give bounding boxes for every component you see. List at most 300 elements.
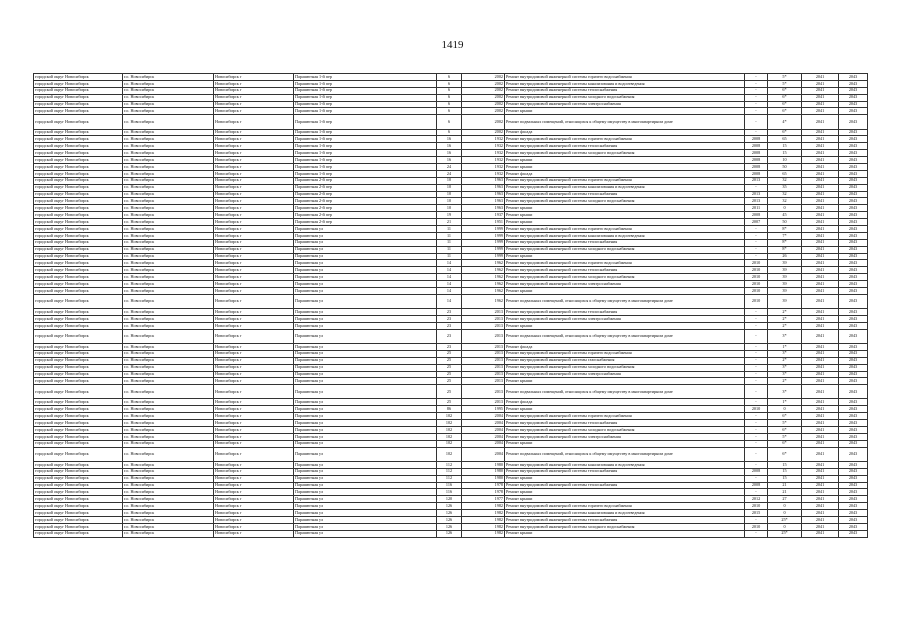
cell-wear: 6* bbox=[768, 129, 802, 136]
cell-street: Парашютная 2-й пер bbox=[294, 212, 437, 219]
cell-municipality: городской округ Новосибирск bbox=[34, 184, 123, 191]
cell-municipality: городской округ Новосибирск bbox=[34, 385, 123, 399]
cell-wear: 15 bbox=[768, 461, 802, 468]
cell-street: Парашютная 1-й пер bbox=[294, 170, 437, 177]
cell-city: Новосибирск г bbox=[214, 281, 294, 288]
table-row bbox=[34, 184, 868, 191]
cell-plan-from: 2041 bbox=[802, 274, 839, 281]
cell-city: Новосибирск г bbox=[214, 101, 294, 108]
cell-municipality: городской округ Новосибирск bbox=[34, 496, 123, 503]
cell-plan-from: 2041 bbox=[802, 239, 839, 246]
cell-settlement: г.о. Новосибирск bbox=[123, 510, 214, 517]
cell-wear: 5* bbox=[768, 420, 802, 427]
cell-plan-from: 2041 bbox=[802, 129, 839, 136]
cell-plan-from: 2041 bbox=[802, 433, 839, 440]
cell-street: Парашютная ул bbox=[294, 523, 437, 530]
cell-plan-to: 2043 bbox=[839, 399, 868, 406]
cell-settlement: г.о. Новосибирск bbox=[123, 170, 214, 177]
cell-wear: 0 bbox=[768, 523, 802, 530]
cell-settlement: г.о. Новосибирск bbox=[123, 433, 214, 440]
cell-year: 2013 bbox=[462, 329, 505, 343]
cell-last-year: 2012 bbox=[745, 496, 768, 503]
cell-year: 1978 bbox=[462, 482, 505, 489]
repair-schedule-table bbox=[33, 73, 868, 538]
table-row bbox=[34, 420, 868, 427]
cell-year: 2013 bbox=[462, 315, 505, 322]
cell-plan-from: 2041 bbox=[802, 74, 839, 81]
cell-year: 1932 bbox=[462, 170, 505, 177]
cell-city: Новосибирск г bbox=[214, 191, 294, 198]
cell-plan-to: 2043 bbox=[839, 239, 868, 246]
cell-work-type: Ремонт крыши bbox=[505, 219, 745, 226]
cell-wear: 6* bbox=[768, 447, 802, 461]
cell-house: 21 bbox=[437, 219, 462, 226]
cell-last-year: - bbox=[745, 87, 768, 94]
cell-last-year: - bbox=[745, 94, 768, 101]
cell-year: 1951 bbox=[462, 219, 505, 226]
cell-work-type: Ремонт внутридомовой инженерной системы электроснабжения bbox=[505, 101, 745, 108]
cell-plan-from: 2041 bbox=[802, 489, 839, 496]
cell-work-type: Ремонт подвальных помещений, относящихся к общему имуществу в многоквартирном доме bbox=[505, 294, 745, 308]
cell-street: Парашютная 2-й пер bbox=[294, 191, 437, 198]
cell-work-type: Ремонт внутридомовой инженерной системы горячего водоснабжения bbox=[505, 503, 745, 510]
cell-work-type: Ремонт крыши bbox=[505, 530, 745, 537]
cell-year: 1963 bbox=[462, 184, 505, 191]
cell-city: Новосибирск г bbox=[214, 205, 294, 212]
cell-street: Парашютная ул bbox=[294, 475, 437, 482]
cell-city: Новосибирск г bbox=[214, 239, 294, 246]
table-row bbox=[34, 80, 868, 87]
cell-street: Парашютная ул bbox=[294, 322, 437, 329]
cell-last-year: 2007 bbox=[745, 219, 768, 226]
cell-work-type: Ремонт внутридомовой инженерной системы теплоснабжения bbox=[505, 143, 745, 150]
cell-house: 6 bbox=[437, 80, 462, 87]
cell-year: 2013 bbox=[462, 399, 505, 406]
cell-settlement: г.о. Новосибирск bbox=[123, 260, 214, 267]
cell-house: 10 bbox=[437, 177, 462, 184]
cell-work-type: Ремонт крыши bbox=[505, 406, 745, 413]
cell-house: 25 bbox=[437, 371, 462, 378]
cell-last-year: - bbox=[745, 129, 768, 136]
cell-settlement: г.о. Новосибирск bbox=[123, 191, 214, 198]
cell-city: Новосибирск г bbox=[214, 260, 294, 267]
cell-work-type: Ремонт крыши bbox=[505, 157, 745, 164]
cell-street: Парашютная ул bbox=[294, 357, 437, 364]
cell-year: 1999 bbox=[462, 239, 505, 246]
cell-year: 2004 bbox=[462, 440, 505, 447]
cell-municipality: городской округ Новосибирск bbox=[34, 475, 123, 482]
cell-street: Парашютная ул bbox=[294, 406, 437, 413]
cell-last-year: 2010 bbox=[745, 406, 768, 413]
cell-city: Новосибирск г bbox=[214, 413, 294, 420]
cell-year: 1977 bbox=[462, 496, 505, 503]
cell-year: 2002 bbox=[462, 94, 505, 101]
cell-city: Новосибирск г bbox=[214, 482, 294, 489]
cell-municipality: городской округ Новосибирск bbox=[34, 420, 123, 427]
cell-settlement: г.о. Новосибирск bbox=[123, 226, 214, 233]
cell-year: 2013 bbox=[462, 378, 505, 385]
cell-plan-to: 2043 bbox=[839, 371, 868, 378]
cell-work-type: Ремонт внутридомовой инженерной системы теплоснабжения bbox=[505, 309, 745, 316]
cell-plan-from: 2041 bbox=[802, 329, 839, 343]
cell-last-year: - bbox=[745, 517, 768, 524]
cell-year: 2013 bbox=[462, 350, 505, 357]
cell-work-type: Ремонт внутридомовой инженерной системы теплоснабжения bbox=[505, 482, 745, 489]
cell-work-type: Ремонт подвальных помещений, относящихся к общему имуществу в многоквартирном доме bbox=[505, 385, 745, 399]
cell-street: Парашютная ул bbox=[294, 315, 437, 322]
cell-wear: 27 bbox=[768, 496, 802, 503]
cell-municipality: городской округ Новосибирск bbox=[34, 246, 123, 253]
cell-plan-from: 2041 bbox=[802, 143, 839, 150]
cell-last-year: - bbox=[745, 101, 768, 108]
cell-plan-from: 2041 bbox=[802, 101, 839, 108]
cell-settlement: г.о. Новосибирск bbox=[123, 496, 214, 503]
table-row bbox=[34, 267, 868, 274]
cell-city: Новосибирск г bbox=[214, 350, 294, 357]
table-row bbox=[34, 212, 868, 219]
cell-wear: 0 bbox=[768, 406, 802, 413]
cell-year: 1999 bbox=[462, 232, 505, 239]
cell-street: Парашютная ул bbox=[294, 413, 437, 420]
cell-house: 11 bbox=[437, 232, 462, 239]
cell-street: Парашютная ул bbox=[294, 364, 437, 371]
cell-year: 1932 bbox=[462, 150, 505, 157]
table-row bbox=[34, 378, 868, 385]
cell-last-year: 2011 bbox=[745, 205, 768, 212]
cell-municipality: городской округ Новосибирск bbox=[34, 157, 123, 164]
table-row bbox=[34, 413, 868, 420]
cell-last-year: 2013 bbox=[745, 177, 768, 184]
cell-house: 16 bbox=[437, 150, 462, 157]
cell-last-year: 2010 bbox=[745, 523, 768, 530]
cell-municipality: городской округ Новосибирск bbox=[34, 74, 123, 81]
cell-house: 112 bbox=[437, 468, 462, 475]
cell-plan-from: 2041 bbox=[802, 108, 839, 115]
table-row bbox=[34, 427, 868, 434]
cell-city: Новосибирск г bbox=[214, 288, 294, 295]
cell-settlement: г.о. Новосибирск bbox=[123, 288, 214, 295]
cell-year: 1932 bbox=[462, 143, 505, 150]
table-row bbox=[34, 322, 868, 329]
cell-plan-from: 2041 bbox=[802, 294, 839, 308]
cell-work-type: Ремонт крыши bbox=[505, 496, 745, 503]
cell-municipality: городской округ Новосибирск bbox=[34, 294, 123, 308]
cell-plan-from: 2041 bbox=[802, 510, 839, 517]
cell-house: 102 bbox=[437, 433, 462, 440]
cell-settlement: г.о. Новосибирск bbox=[123, 523, 214, 530]
table-row bbox=[34, 399, 868, 406]
table-body bbox=[34, 74, 868, 538]
cell-municipality: городской округ Новосибирск bbox=[34, 226, 123, 233]
cell-settlement: г.о. Новосибирск bbox=[123, 205, 214, 212]
cell-last-year: - bbox=[745, 440, 768, 447]
cell-settlement: г.о. Новосибирск bbox=[123, 219, 214, 226]
cell-city: Новосибирск г bbox=[214, 267, 294, 274]
cell-municipality: городской округ Новосибирск bbox=[34, 143, 123, 150]
cell-house: 25 bbox=[437, 357, 462, 364]
cell-plan-to: 2043 bbox=[839, 184, 868, 191]
cell-last-year: 2008 bbox=[745, 212, 768, 219]
cell-year: 2013 bbox=[462, 309, 505, 316]
cell-plan-from: 2041 bbox=[802, 371, 839, 378]
cell-last-year: 2010 bbox=[745, 267, 768, 274]
cell-wear: 26 bbox=[768, 253, 802, 260]
cell-plan-to: 2043 bbox=[839, 427, 868, 434]
cell-municipality: городской округ Новосибирск bbox=[34, 399, 123, 406]
table-row bbox=[34, 350, 868, 357]
cell-work-type: Ремонт крыши bbox=[505, 108, 745, 115]
cell-year: 2002 bbox=[462, 87, 505, 94]
cell-street: Парашютная ул bbox=[294, 468, 437, 475]
cell-street: Парашютная 1-й пер bbox=[294, 129, 437, 136]
cell-plan-to: 2043 bbox=[839, 364, 868, 371]
cell-street: Парашютная ул bbox=[294, 385, 437, 399]
cell-plan-to: 2043 bbox=[839, 115, 868, 129]
cell-municipality: городской округ Новосибирск bbox=[34, 343, 123, 350]
table-row bbox=[34, 136, 868, 143]
cell-municipality: городской округ Новосибирск bbox=[34, 510, 123, 517]
cell-settlement: г.о. Новосибирск bbox=[123, 482, 214, 489]
cell-plan-to: 2043 bbox=[839, 468, 868, 475]
table-row bbox=[34, 191, 868, 198]
cell-street: Парашютная ул bbox=[294, 447, 437, 461]
cell-house: 25 bbox=[437, 399, 462, 406]
cell-city: Новосибирск г bbox=[214, 468, 294, 475]
cell-wear: 15 bbox=[768, 475, 802, 482]
cell-city: Новосибирск г bbox=[214, 157, 294, 164]
table-row bbox=[34, 475, 868, 482]
table-row bbox=[34, 226, 868, 233]
cell-plan-from: 2041 bbox=[802, 482, 839, 489]
cell-street: Парашютная ул bbox=[294, 260, 437, 267]
cell-work-type: Ремонт внутридомовой инженерной системы теплоснабжения bbox=[505, 420, 745, 427]
cell-year: 1999 bbox=[462, 253, 505, 260]
table-row bbox=[34, 357, 868, 364]
cell-city: Новосибирск г bbox=[214, 440, 294, 447]
cell-year: 1982 bbox=[462, 523, 505, 530]
cell-settlement: г.о. Новосибирск bbox=[123, 315, 214, 322]
cell-settlement: г.о. Новосибирск bbox=[123, 489, 214, 496]
cell-street: Парашютная 1-й пер bbox=[294, 163, 437, 170]
cell-city: Новосибирск г bbox=[214, 461, 294, 468]
cell-street: Парашютная ул bbox=[294, 420, 437, 427]
cell-wear: 21 bbox=[768, 489, 802, 496]
cell-street: Парашютная 2-й пер bbox=[294, 177, 437, 184]
cell-work-type: Ремонт внутридомовой инженерной системы электроснабжения bbox=[505, 281, 745, 288]
cell-municipality: городской округ Новосибирск bbox=[34, 136, 123, 143]
cell-year: 1999 bbox=[462, 246, 505, 253]
cell-year: 1982 bbox=[462, 503, 505, 510]
table-row bbox=[34, 503, 868, 510]
cell-plan-from: 2041 bbox=[802, 177, 839, 184]
cell-street: Парашютная ул bbox=[294, 281, 437, 288]
cell-settlement: г.о. Новосибирск bbox=[123, 385, 214, 399]
cell-work-type: Ремонт внутридомовой инженерной системы канализования и водоотведения bbox=[505, 510, 745, 517]
cell-work-type: Ремонт внутридомовой инженерной системы горячего водоснабжения bbox=[505, 226, 745, 233]
cell-plan-from: 2041 bbox=[802, 212, 839, 219]
cell-house: 126 bbox=[437, 530, 462, 537]
cell-wear: 32 bbox=[768, 191, 802, 198]
cell-wear: 45 bbox=[768, 212, 802, 219]
cell-settlement: г.о. Новосибирск bbox=[123, 87, 214, 94]
cell-last-year: 2010 bbox=[745, 288, 768, 295]
cell-municipality: городской округ Новосибирск bbox=[34, 80, 123, 87]
cell-municipality: городской округ Новосибирск bbox=[34, 253, 123, 260]
cell-work-type: Ремонт крыши bbox=[505, 489, 745, 496]
cell-settlement: г.о. Новосибирск bbox=[123, 163, 214, 170]
table-row bbox=[34, 246, 868, 253]
cell-house: 14 bbox=[437, 267, 462, 274]
cell-year: 1980 bbox=[462, 475, 505, 482]
cell-house: 112 bbox=[437, 475, 462, 482]
cell-wear: 0 bbox=[768, 205, 802, 212]
cell-year: 1980 bbox=[462, 461, 505, 468]
cell-year: 2004 bbox=[462, 433, 505, 440]
table-row bbox=[34, 143, 868, 150]
cell-city: Новосибирск г bbox=[214, 184, 294, 191]
cell-year: 2013 bbox=[462, 371, 505, 378]
cell-plan-from: 2041 bbox=[802, 170, 839, 177]
cell-street: Парашютная ул bbox=[294, 496, 437, 503]
cell-city: Новосибирск г bbox=[214, 309, 294, 316]
table-row bbox=[34, 281, 868, 288]
cell-municipality: городской округ Новосибирск bbox=[34, 468, 123, 475]
cell-wear: 32 bbox=[768, 198, 802, 205]
cell-settlement: г.о. Новосибирск bbox=[123, 447, 214, 461]
cell-wear: 3* bbox=[768, 371, 802, 378]
cell-last-year: - bbox=[745, 226, 768, 233]
cell-municipality: городской округ Новосибирск bbox=[34, 170, 123, 177]
cell-plan-to: 2043 bbox=[839, 378, 868, 385]
cell-plan-to: 2043 bbox=[839, 420, 868, 427]
cell-municipality: городской округ Новосибирск bbox=[34, 205, 123, 212]
cell-settlement: г.о. Новосибирск bbox=[123, 420, 214, 427]
table-row bbox=[34, 489, 868, 496]
cell-last-year: 2008 bbox=[745, 143, 768, 150]
table-row bbox=[34, 150, 868, 157]
cell-settlement: г.о. Новосибирск bbox=[123, 198, 214, 205]
cell-city: Новосибирск г bbox=[214, 74, 294, 81]
cell-year: 1962 bbox=[462, 281, 505, 288]
cell-wear: 15 bbox=[768, 150, 802, 157]
table-row bbox=[34, 343, 868, 350]
cell-plan-from: 2041 bbox=[802, 517, 839, 524]
cell-wear: 39 bbox=[768, 267, 802, 274]
cell-wear: 4* bbox=[768, 115, 802, 129]
cell-city: Новосибирск г bbox=[214, 315, 294, 322]
cell-year: 1963 bbox=[462, 191, 505, 198]
cell-city: Новосибирск г bbox=[214, 253, 294, 260]
cell-work-type: Ремонт внутридомовой инженерной системы горячего водоснабжения bbox=[505, 413, 745, 420]
cell-plan-to: 2043 bbox=[839, 315, 868, 322]
cell-city: Новосибирск г bbox=[214, 329, 294, 343]
cell-last-year: - bbox=[745, 489, 768, 496]
cell-work-type: Ремонт подвальных помещений, относящихся к общему имуществу в многоквартирном доме bbox=[505, 447, 745, 461]
cell-settlement: г.о. Новосибирск bbox=[123, 274, 214, 281]
cell-settlement: г.о. Новосибирск bbox=[123, 357, 214, 364]
cell-wear: 3* bbox=[768, 385, 802, 399]
table-row bbox=[34, 108, 868, 115]
cell-city: Новосибирск г bbox=[214, 343, 294, 350]
cell-plan-from: 2041 bbox=[802, 322, 839, 329]
cell-street: Парашютная ул bbox=[294, 246, 437, 253]
table-row bbox=[34, 239, 868, 246]
cell-plan-from: 2041 bbox=[802, 253, 839, 260]
cell-year: 1978 bbox=[462, 489, 505, 496]
cell-wear: 39 bbox=[768, 274, 802, 281]
cell-municipality: городской округ Новосибирск bbox=[34, 288, 123, 295]
cell-plan-to: 2043 bbox=[839, 80, 868, 87]
cell-wear: 3* bbox=[768, 364, 802, 371]
cell-plan-from: 2041 bbox=[802, 288, 839, 295]
cell-wear: 2* bbox=[768, 378, 802, 385]
cell-last-year: - bbox=[745, 253, 768, 260]
cell-house: 14 bbox=[437, 281, 462, 288]
cell-municipality: городской округ Новосибирск bbox=[34, 115, 123, 129]
cell-street: Парашютная 2-й пер bbox=[294, 205, 437, 212]
cell-city: Новосибирск г bbox=[214, 489, 294, 496]
cell-plan-to: 2043 bbox=[839, 406, 868, 413]
cell-last-year: - bbox=[745, 232, 768, 239]
cell-plan-to: 2043 bbox=[839, 191, 868, 198]
cell-street: Парашютная ул bbox=[294, 253, 437, 260]
cell-work-type: Ремонт внутридомовой инженерной системы теплоснабжения bbox=[505, 267, 745, 274]
table-row bbox=[34, 288, 868, 295]
cell-house: 6 bbox=[437, 129, 462, 136]
cell-wear: 3* bbox=[768, 329, 802, 343]
cell-settlement: г.о. Новосибирск bbox=[123, 129, 214, 136]
cell-year: 2004 bbox=[462, 427, 505, 434]
cell-street: Парашютная 1-й пер bbox=[294, 115, 437, 129]
cell-street: Парашютная 2-й пер bbox=[294, 198, 437, 205]
cell-city: Новосибирск г bbox=[214, 177, 294, 184]
cell-work-type: Ремонт внутридомовой инженерной системы электроснабжения bbox=[505, 315, 745, 322]
cell-wear: 8* bbox=[768, 239, 802, 246]
cell-plan-to: 2043 bbox=[839, 329, 868, 343]
cell-wear: 1* bbox=[768, 399, 802, 406]
cell-year: 1932 bbox=[462, 163, 505, 170]
cell-city: Новосибирск г bbox=[214, 475, 294, 482]
cell-house: 23 bbox=[437, 309, 462, 316]
table-row bbox=[34, 385, 868, 399]
cell-municipality: городской округ Новосибирск bbox=[34, 212, 123, 219]
cell-city: Новосибирск г bbox=[214, 136, 294, 143]
cell-street: Парашютная ул bbox=[294, 274, 437, 281]
cell-last-year: 2013 bbox=[745, 191, 768, 198]
table-row bbox=[34, 482, 868, 489]
cell-street: Парашютная ул bbox=[294, 371, 437, 378]
cell-house: 23 bbox=[437, 329, 462, 343]
cell-house: 86 bbox=[437, 406, 462, 413]
cell-settlement: г.о. Новосибирск bbox=[123, 468, 214, 475]
cell-year: 2013 bbox=[462, 357, 505, 364]
cell-year: 1999 bbox=[462, 226, 505, 233]
cell-work-type: Ремонт крыши bbox=[505, 212, 745, 219]
cell-plan-to: 2043 bbox=[839, 281, 868, 288]
cell-plan-to: 2043 bbox=[839, 101, 868, 108]
cell-work-type: Ремонт крыши bbox=[505, 475, 745, 482]
cell-last-year: - bbox=[745, 413, 768, 420]
page-number: 1419 bbox=[441, 39, 464, 51]
cell-last-year: - bbox=[745, 475, 768, 482]
cell-last-year: - bbox=[745, 364, 768, 371]
cell-street: Парашютная 1-й пер bbox=[294, 80, 437, 87]
cell-street: Парашютная 1-й пер bbox=[294, 87, 437, 94]
cell-house: 126 bbox=[437, 517, 462, 524]
cell-city: Новосибирск г bbox=[214, 294, 294, 308]
cell-city: Новосибирск г bbox=[214, 163, 294, 170]
cell-plan-to: 2043 bbox=[839, 232, 868, 239]
